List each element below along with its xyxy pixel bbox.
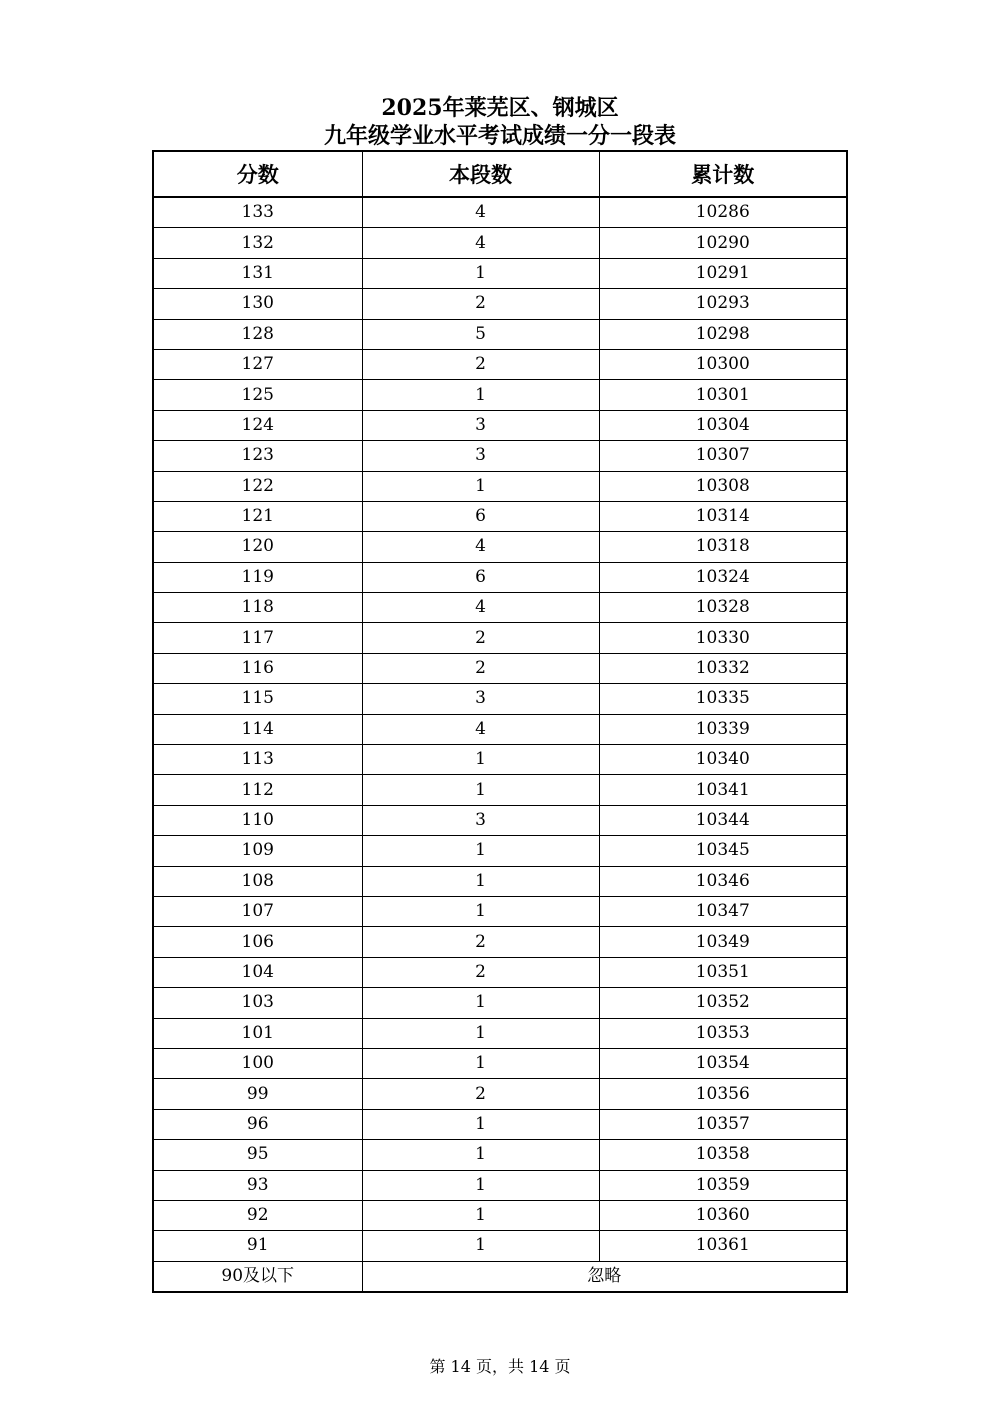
table-row xyxy=(153,1109,847,1139)
table-row xyxy=(153,441,847,471)
cell-score: 101 xyxy=(153,1018,362,1048)
cell-segment-count: 2 xyxy=(362,653,599,683)
cell-segment-count: 5 xyxy=(362,319,599,349)
cell-score: 109 xyxy=(153,836,362,866)
table-row xyxy=(153,1170,847,1200)
cell-segment-count: 2 xyxy=(362,927,599,957)
cell-segment-count: 1 xyxy=(362,836,599,866)
document-title-line2: 九年级学业水平考试成绩一分一段表 xyxy=(323,123,676,149)
cell-segment-count: 2 xyxy=(362,1079,599,1109)
cell-score: 93 xyxy=(153,1170,362,1200)
cell-score: 132 xyxy=(153,228,362,258)
cell-segment-count: 3 xyxy=(362,805,599,835)
cell-cumulative-count: 10354 xyxy=(599,1048,847,1078)
table-row xyxy=(153,805,847,835)
table-row xyxy=(153,562,847,592)
cell-segment-count: 1 xyxy=(362,745,599,775)
cell-cumulative-count: 10346 xyxy=(599,866,847,896)
cell-cumulative-count: 10335 xyxy=(599,684,847,714)
cell-segment-count: 6 xyxy=(362,501,599,531)
cell-segment-count: 2 xyxy=(362,623,599,653)
table-row xyxy=(153,745,847,775)
table-row xyxy=(153,623,847,653)
cell-score: 128 xyxy=(153,319,362,349)
table-row xyxy=(153,653,847,683)
cell-score: 91 xyxy=(153,1231,362,1261)
cell-score: 114 xyxy=(153,714,362,744)
cell-cumulative-count: 10340 xyxy=(599,745,847,775)
cell-score: 130 xyxy=(153,289,362,319)
table-header-row xyxy=(153,151,847,197)
table-row xyxy=(153,896,847,926)
cell-segment-count: 3 xyxy=(362,410,599,440)
cell-segment-count: 1 xyxy=(362,1018,599,1048)
table-row xyxy=(153,410,847,440)
cell-cumulative-count: 10300 xyxy=(599,349,847,379)
cell-score: 118 xyxy=(153,593,362,623)
cell-score: 96 xyxy=(153,1109,362,1139)
score-distribution-table xyxy=(152,150,848,1293)
cell-score: 116 xyxy=(153,653,362,683)
table-row xyxy=(153,1200,847,1230)
cell-cumulative-count: 10318 xyxy=(599,532,847,562)
table-row xyxy=(153,380,847,410)
cell-score: 119 xyxy=(153,562,362,592)
cell-score: 99 xyxy=(153,1079,362,1109)
cell-cumulative-count: 10314 xyxy=(599,501,847,531)
cell-score: 124 xyxy=(153,410,362,440)
cell-cumulative-count: 10298 xyxy=(599,319,847,349)
cell-score: 100 xyxy=(153,1048,362,1078)
cell-ignored-note: 忽略 xyxy=(362,1261,847,1292)
cell-segment-count: 1 xyxy=(362,1200,599,1230)
table-row xyxy=(153,775,847,805)
cell-cumulative-count: 10344 xyxy=(599,805,847,835)
cell-cumulative-count: 10339 xyxy=(599,714,847,744)
cell-cumulative-count: 10330 xyxy=(599,623,847,653)
cell-score: 104 xyxy=(153,957,362,987)
cell-cumulative-count: 10293 xyxy=(599,289,847,319)
cell-score: 123 xyxy=(153,441,362,471)
table-row xyxy=(153,866,847,896)
cell-score: 90及以下 xyxy=(153,1261,362,1292)
table-row xyxy=(153,501,847,531)
cell-segment-count: 4 xyxy=(362,197,599,228)
table-row xyxy=(153,289,847,319)
cell-cumulative-count: 10345 xyxy=(599,836,847,866)
cell-segment-count: 2 xyxy=(362,957,599,987)
cell-score: 115 xyxy=(153,684,362,714)
cell-score: 107 xyxy=(153,896,362,926)
cell-score: 117 xyxy=(153,623,362,653)
table-row xyxy=(153,593,847,623)
table-row xyxy=(153,957,847,987)
cell-score: 122 xyxy=(153,471,362,501)
cell-cumulative-count: 10347 xyxy=(599,896,847,926)
cell-segment-count: 4 xyxy=(362,714,599,744)
cell-cumulative-count: 10304 xyxy=(599,410,847,440)
table-row xyxy=(153,1140,847,1170)
cell-score: 113 xyxy=(153,745,362,775)
table-row xyxy=(153,684,847,714)
cell-segment-count: 4 xyxy=(362,228,599,258)
cell-segment-count: 1 xyxy=(362,988,599,1018)
cell-segment-count: 1 xyxy=(362,896,599,926)
table-row xyxy=(153,319,847,349)
table-row xyxy=(153,1079,847,1109)
cell-score: 133 xyxy=(153,197,362,228)
cell-segment-count: 1 xyxy=(362,1170,599,1200)
cell-segment-count: 1 xyxy=(362,380,599,410)
header-segment-count: 本段数 xyxy=(362,151,599,197)
table-row xyxy=(153,258,847,288)
cell-segment-count: 3 xyxy=(362,441,599,471)
cell-score: 131 xyxy=(153,258,362,288)
cell-cumulative-count: 10301 xyxy=(599,380,847,410)
cell-score: 110 xyxy=(153,805,362,835)
table-row xyxy=(153,1018,847,1048)
table-row xyxy=(153,228,847,258)
table-row xyxy=(153,714,847,744)
cell-cumulative-count: 10356 xyxy=(599,1079,847,1109)
document-title-line1: 2025年莱芜区、钢城区 xyxy=(381,95,619,121)
cell-cumulative-count: 10361 xyxy=(599,1231,847,1261)
cell-segment-count: 1 xyxy=(362,1140,599,1170)
table-row xyxy=(153,532,847,562)
cell-cumulative-count: 10359 xyxy=(599,1170,847,1200)
cell-score: 125 xyxy=(153,380,362,410)
cell-segment-count: 1 xyxy=(362,866,599,896)
cell-segment-count: 1 xyxy=(362,258,599,288)
cell-cumulative-count: 10324 xyxy=(599,562,847,592)
cell-score: 121 xyxy=(153,501,362,531)
table-row xyxy=(153,836,847,866)
cell-cumulative-count: 10286 xyxy=(599,197,847,228)
page-footer: 第 14 页，共 14 页 xyxy=(429,1357,571,1376)
table-row-last xyxy=(153,1261,847,1292)
cell-segment-count: 4 xyxy=(362,532,599,562)
table-row xyxy=(153,988,847,1018)
cell-segment-count: 1 xyxy=(362,471,599,501)
cell-segment-count: 1 xyxy=(362,1109,599,1139)
cell-cumulative-count: 10291 xyxy=(599,258,847,288)
cell-segment-count: 3 xyxy=(362,684,599,714)
table-body xyxy=(153,197,847,1261)
table-row xyxy=(153,471,847,501)
cell-cumulative-count: 10351 xyxy=(599,957,847,987)
cell-score: 108 xyxy=(153,866,362,896)
cell-cumulative-count: 10357 xyxy=(599,1109,847,1139)
cell-segment-count: 1 xyxy=(362,775,599,805)
cell-segment-count: 4 xyxy=(362,593,599,623)
cell-score: 95 xyxy=(153,1140,362,1170)
cell-score: 106 xyxy=(153,927,362,957)
cell-cumulative-count: 10360 xyxy=(599,1200,847,1230)
cell-score: 112 xyxy=(153,775,362,805)
cell-segment-count: 1 xyxy=(362,1048,599,1078)
cell-segment-count: 2 xyxy=(362,289,599,319)
table-row xyxy=(153,197,847,228)
cell-cumulative-count: 10352 xyxy=(599,988,847,1018)
cell-cumulative-count: 10290 xyxy=(599,228,847,258)
cell-cumulative-count: 10308 xyxy=(599,471,847,501)
table-row xyxy=(153,349,847,379)
cell-score: 127 xyxy=(153,349,362,379)
cell-segment-count: 6 xyxy=(362,562,599,592)
cell-cumulative-count: 10307 xyxy=(599,441,847,471)
cell-cumulative-count: 10349 xyxy=(599,927,847,957)
cell-cumulative-count: 10341 xyxy=(599,775,847,805)
cell-segment-count: 2 xyxy=(362,349,599,379)
cell-cumulative-count: 10358 xyxy=(599,1140,847,1170)
cell-segment-count: 1 xyxy=(362,1231,599,1261)
cell-cumulative-count: 10353 xyxy=(599,1018,847,1048)
cell-cumulative-count: 10328 xyxy=(599,593,847,623)
cell-score: 92 xyxy=(153,1200,362,1230)
header-cumulative-count: 累计数 xyxy=(599,151,847,197)
cell-cumulative-count: 10332 xyxy=(599,653,847,683)
header-score: 分数 xyxy=(153,151,362,197)
cell-score: 103 xyxy=(153,988,362,1018)
table-row xyxy=(153,1048,847,1078)
cell-score: 120 xyxy=(153,532,362,562)
table-row xyxy=(153,927,847,957)
table-row xyxy=(153,1231,847,1261)
